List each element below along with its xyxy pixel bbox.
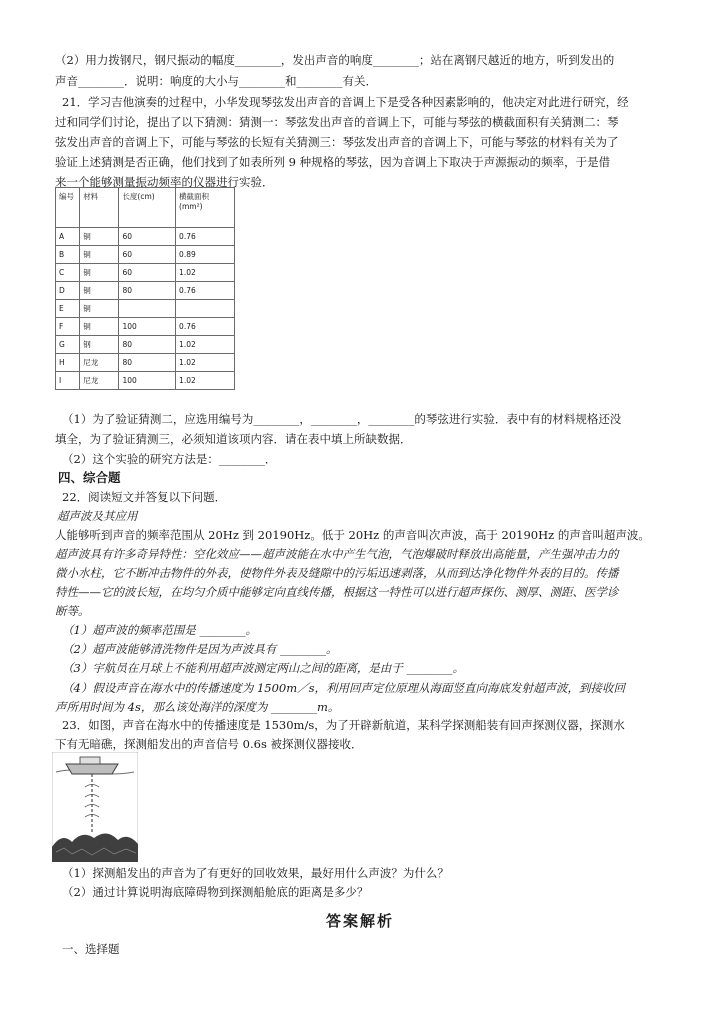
table-row — [56, 246, 235, 264]
table-row — [56, 282, 235, 300]
q21-line2: 过和同学们讨论，提出了以下猜测：猜测一：琴弦发出声音的音调上下，可能与琴弦的横截面积有关猜测二：琴 — [55, 115, 619, 129]
table-cell: 80 — [119, 282, 176, 300]
q21-line5: 来一个能够测量振动频率的仪器进行实验． — [55, 175, 274, 189]
table-cell: 60 — [119, 264, 176, 282]
ship-cabin-icon — [80, 757, 100, 764]
sonar-figure-svg — [52, 752, 138, 862]
q23-sub1: （1）探测船发出的声音为了有更好的回收效果，最好用什么声波？为什么？ — [62, 866, 449, 880]
q22-sub2: （2）超声波能够清洗物件是因为声波具有 ________。 — [62, 642, 338, 656]
q21-sub1-line1: （1）为了验证猜测二，应选用编号为________，________，________的琴弦进行实验．表中有的材料规格还没 — [62, 412, 622, 426]
table-cell: D — [56, 282, 80, 300]
table-cell: 0.89 — [176, 246, 235, 264]
table-cell: 铜 — [80, 300, 119, 318]
table-cell: 0.76 — [176, 318, 235, 336]
passage-line2: 超声波具有许多奇异特性：空化效应——超声波能在水中产生气泡，气泡爆破时释放出高能量，产生强冲击力的 — [55, 547, 619, 561]
table-cell: 尼龙 — [80, 354, 119, 372]
table-cell: E — [56, 300, 80, 318]
passage-line3: 微小水柱，它不断冲击物件的外表，使物件外表及缝隙中的污垢迅速剥落，从而到达净化物件外表的目的。传播 — [55, 566, 619, 580]
table-cell: 铜 — [80, 282, 119, 300]
q22-sub4-line1: （4）假设声音在海水中的传播速度为 1500m／s，利用回声定位原理从海面竖直向海底发射超声波，到接收回 — [62, 681, 626, 695]
q20-part2-line2: 声音________．说明：响度的大小与________和________有关． — [55, 74, 377, 88]
table-cell: 1.02 — [176, 336, 235, 354]
table-cell: 100 — [119, 372, 176, 390]
table-cell: 60 — [119, 246, 176, 264]
table-row — [56, 336, 235, 354]
string-spec-table — [55, 187, 235, 390]
q22-intro: 22．阅读短文并答复以下问题． — [62, 490, 227, 504]
answer-subsection-choice: 一、选择题 — [62, 942, 120, 956]
table-header-cell: 编号 — [56, 188, 80, 228]
table-cell: 60 — [119, 228, 176, 246]
table-cell: B — [56, 246, 80, 264]
passage-line5: 断等。 — [55, 604, 90, 618]
q20-part2-line1: （2）用力拨钢尺，钢尺振动的幅度________，发出声音的响度________；站在离钢尺越近的地方，听到发出的 — [55, 53, 615, 67]
q21-line3: 弦发出声音的音调上下，可能与琴弦的长短有关猜测三：琴弦发出声音的音调上下，可能与琴弦的材料有关为了 — [55, 135, 619, 149]
table-cell: 铜 — [80, 318, 119, 336]
table-cell: F — [56, 318, 80, 336]
q23-line2: 下有无暗礁，探测船发出的声音信号 0.6s 被探测仪器接收． — [55, 737, 363, 751]
table-cell: C — [56, 264, 80, 282]
q21-line4: 验证上述猜测是否正确，他们找到了如表所列 9 种规格的琴弦，因为音调上下取决于声源振动的频率，于是借 — [55, 155, 611, 169]
table-cell: 铜 — [80, 246, 119, 264]
table-cell: A — [56, 228, 80, 246]
sonar-ship-diagram-icon — [52, 752, 138, 862]
passage-line4: 特性——它的波长短，在均匀介质中能够定向直线传播，根据这一特性可以进行超声探伤、测厚、测距、医学诊 — [55, 585, 619, 599]
table-cell: 1.02 — [176, 264, 235, 282]
table-row — [56, 372, 235, 390]
passage-title: 超声波及其应用 — [57, 509, 138, 523]
table-cell: 1.02 — [176, 372, 235, 390]
table-header-cell: 横截面积(mm²) — [176, 188, 235, 228]
table-cell: 尼龙 — [80, 372, 119, 390]
q22-sub3: （3）宇航员在月球上不能利用超声波测定两山之间的距离，是由于 ________。 — [62, 661, 464, 675]
q21-sub2: （2）这个实验的研究方法是：________． — [62, 452, 277, 466]
q21-sub1-line2: 填全，为了验证猜测三，必须知道该项内容．请在表中填上所缺数据． — [55, 432, 412, 446]
q23-line1: 23．如图，声音在海水中的传播速度是 1530m/s，为了开辟新航道，某科学探测船装有回声探测仪器，探测水 — [62, 718, 625, 732]
section-heading-comprehensive: 四、综合题 — [58, 470, 121, 485]
q22-sub1: （1）超声波的频率范围是 ________。 — [62, 623, 257, 637]
table-cell: 铜 — [80, 228, 119, 246]
q23-sub2: （2）通过计算说明海底障碍物到探测船舱底的距离是多少？ — [62, 885, 369, 899]
table-cell: I — [56, 372, 80, 390]
table-header-row — [56, 188, 235, 228]
table-row — [56, 300, 235, 318]
table-cell: 钢 — [80, 336, 119, 354]
table-row — [56, 318, 235, 336]
passage-line1: 人能够听到声音的频率范围从 20Hz 到 20190Hz。低于 20Hz 的声音叫次声波，高于 20190Hz 的声音叫超声波。 — [55, 528, 650, 542]
table-cell: 0.76 — [176, 282, 235, 300]
table-cell: 1.02 — [176, 354, 235, 372]
table-cell-blank[interactable] — [176, 300, 235, 318]
table-header-cell: 长度(cm) — [119, 188, 176, 228]
table-cell: 80 — [119, 336, 176, 354]
table-cell: H — [56, 354, 80, 372]
answer-section-title: 答案解析 — [325, 912, 394, 930]
q22-sub4-line2: 声所用时间为 4s，那么该处海洋的深度为 ________m。 — [55, 700, 340, 714]
table-cell: 铜 — [80, 264, 119, 282]
table-header-cell: 材料 — [80, 188, 119, 228]
table-cell: 0.76 — [176, 228, 235, 246]
q21-line1: 21．学习吉他演奏的过程中，小华发现琴弦发出声音的音调上下是受各种因素影响的，他决定对此进行研究，经 — [62, 95, 629, 109]
table-row — [56, 228, 235, 246]
table-row — [56, 264, 235, 282]
table-cell-blank[interactable] — [119, 300, 176, 318]
table-cell: G — [56, 336, 80, 354]
table-cell: 80 — [119, 354, 176, 372]
table-row — [56, 354, 235, 372]
table-cell: 100 — [119, 318, 176, 336]
ship-hull-icon — [66, 764, 118, 774]
